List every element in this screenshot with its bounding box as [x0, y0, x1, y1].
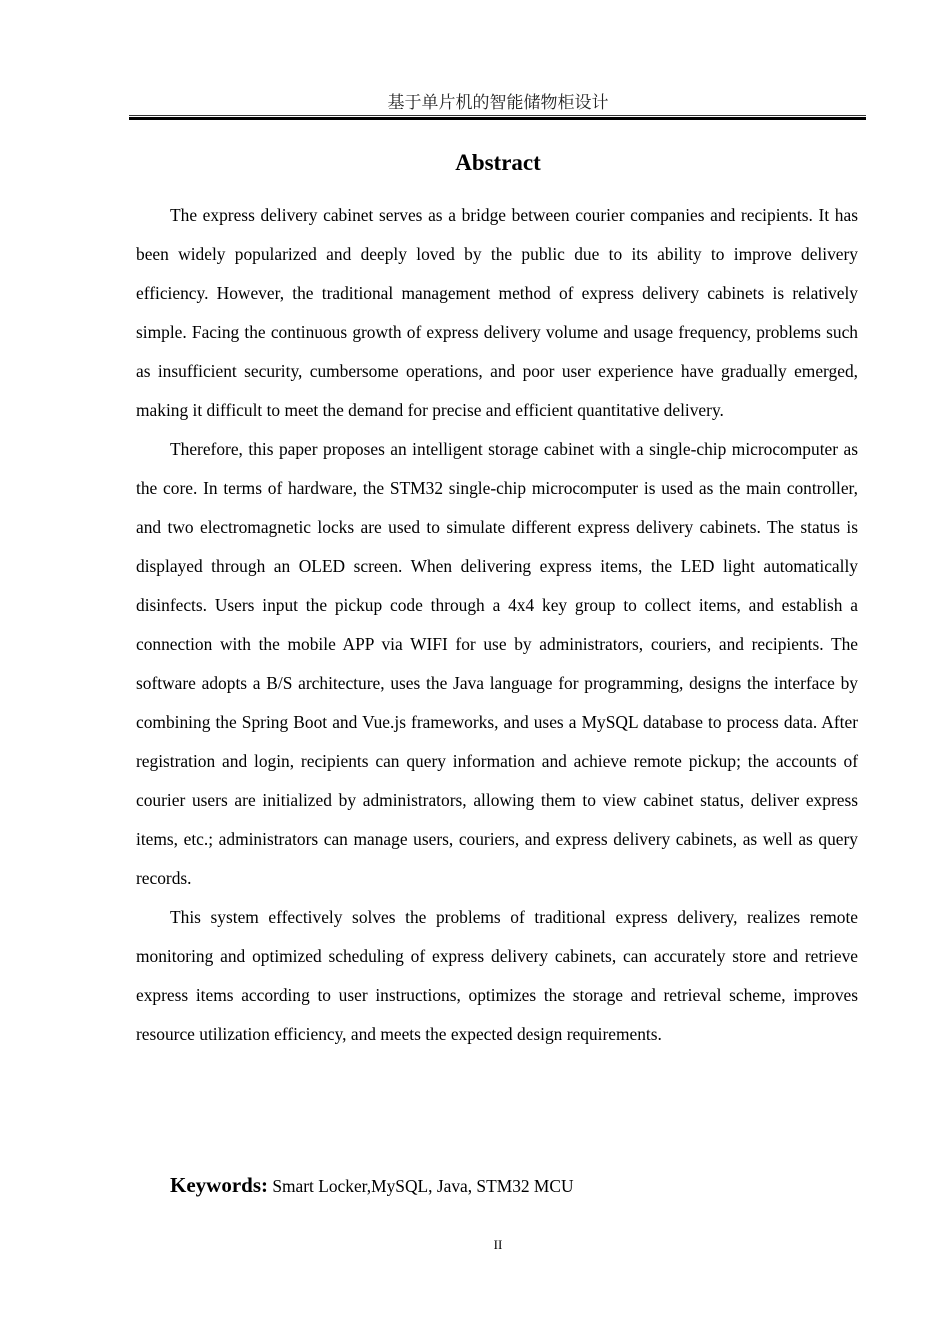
paragraph: This system effectively solves the problems of traditional express delivery, realizes remote monitoring and optimized scheduling of express delivery cabinets, can accurately store and retrieve express items according to user instructions, optimizes the storage and retrieval scheme, improves resource utilization efficiency, and meets the expected design requirements.	[136, 907, 858, 1044]
paragraph: Therefore, this paper proposes an intelligent storage cabinet with a single-chip microcomputer as the core. In terms of hardware, the STM32 single-chip microcomputer is used as the main controller, and two electromagnetic locks are used to simulate different express delivery cabinets. The status is displayed through an OLED screen. When delivering express items, the LED light automatically disinfects. Users input the pickup code through a 4x4 key group to collect items, and establish a connection with the mobile APP via WIFI for use by administrators, couriers, and recipients. The software adopts a B/S architecture, uses the Java language for programming, designs the interface by combining the Spring Boot and Vue.js frameworks, and uses a MySQL database to process data. After registration and login, recipients can query information and achieve remote pickup; the accounts of courier users are initialized by administrators, allowing them to view cabinet status, deliver express items, etc.; administrators can manage users, couriers, and express delivery cabinets, as well as query records.	[136, 439, 858, 888]
section-title: Abstract	[455, 150, 541, 175]
keywords-line	[170, 1170, 574, 1201]
running-header-title: 基于单片机的智能储物柜设计	[387, 93, 609, 112]
keywords-label: Keywords:	[170, 1173, 268, 1197]
keywords-value: Smart Locker,MySQL, Java, STM32 MCU	[268, 1176, 574, 1196]
abstract-body	[136, 196, 858, 1054]
header-rule-thick	[129, 117, 866, 120]
paragraph: The express delivery cabinet serves as a bridge between courier companies and recipients. It has been widely popularized and deeply loved by the public due to its ability to improve delivery efficiency. However, the traditional management method of express delivery cabinets is relatively simple. Facing the continuous growth of express delivery volume and usage frequency, problems such as insufficient security, cumbersome operations, and poor user experience have gradually emerged, making it difficult to meet the demand for precise and efficient quantitative delivery.	[136, 205, 858, 420]
page-number: II	[493, 1237, 503, 1252]
header-rule-thin	[129, 115, 866, 116]
